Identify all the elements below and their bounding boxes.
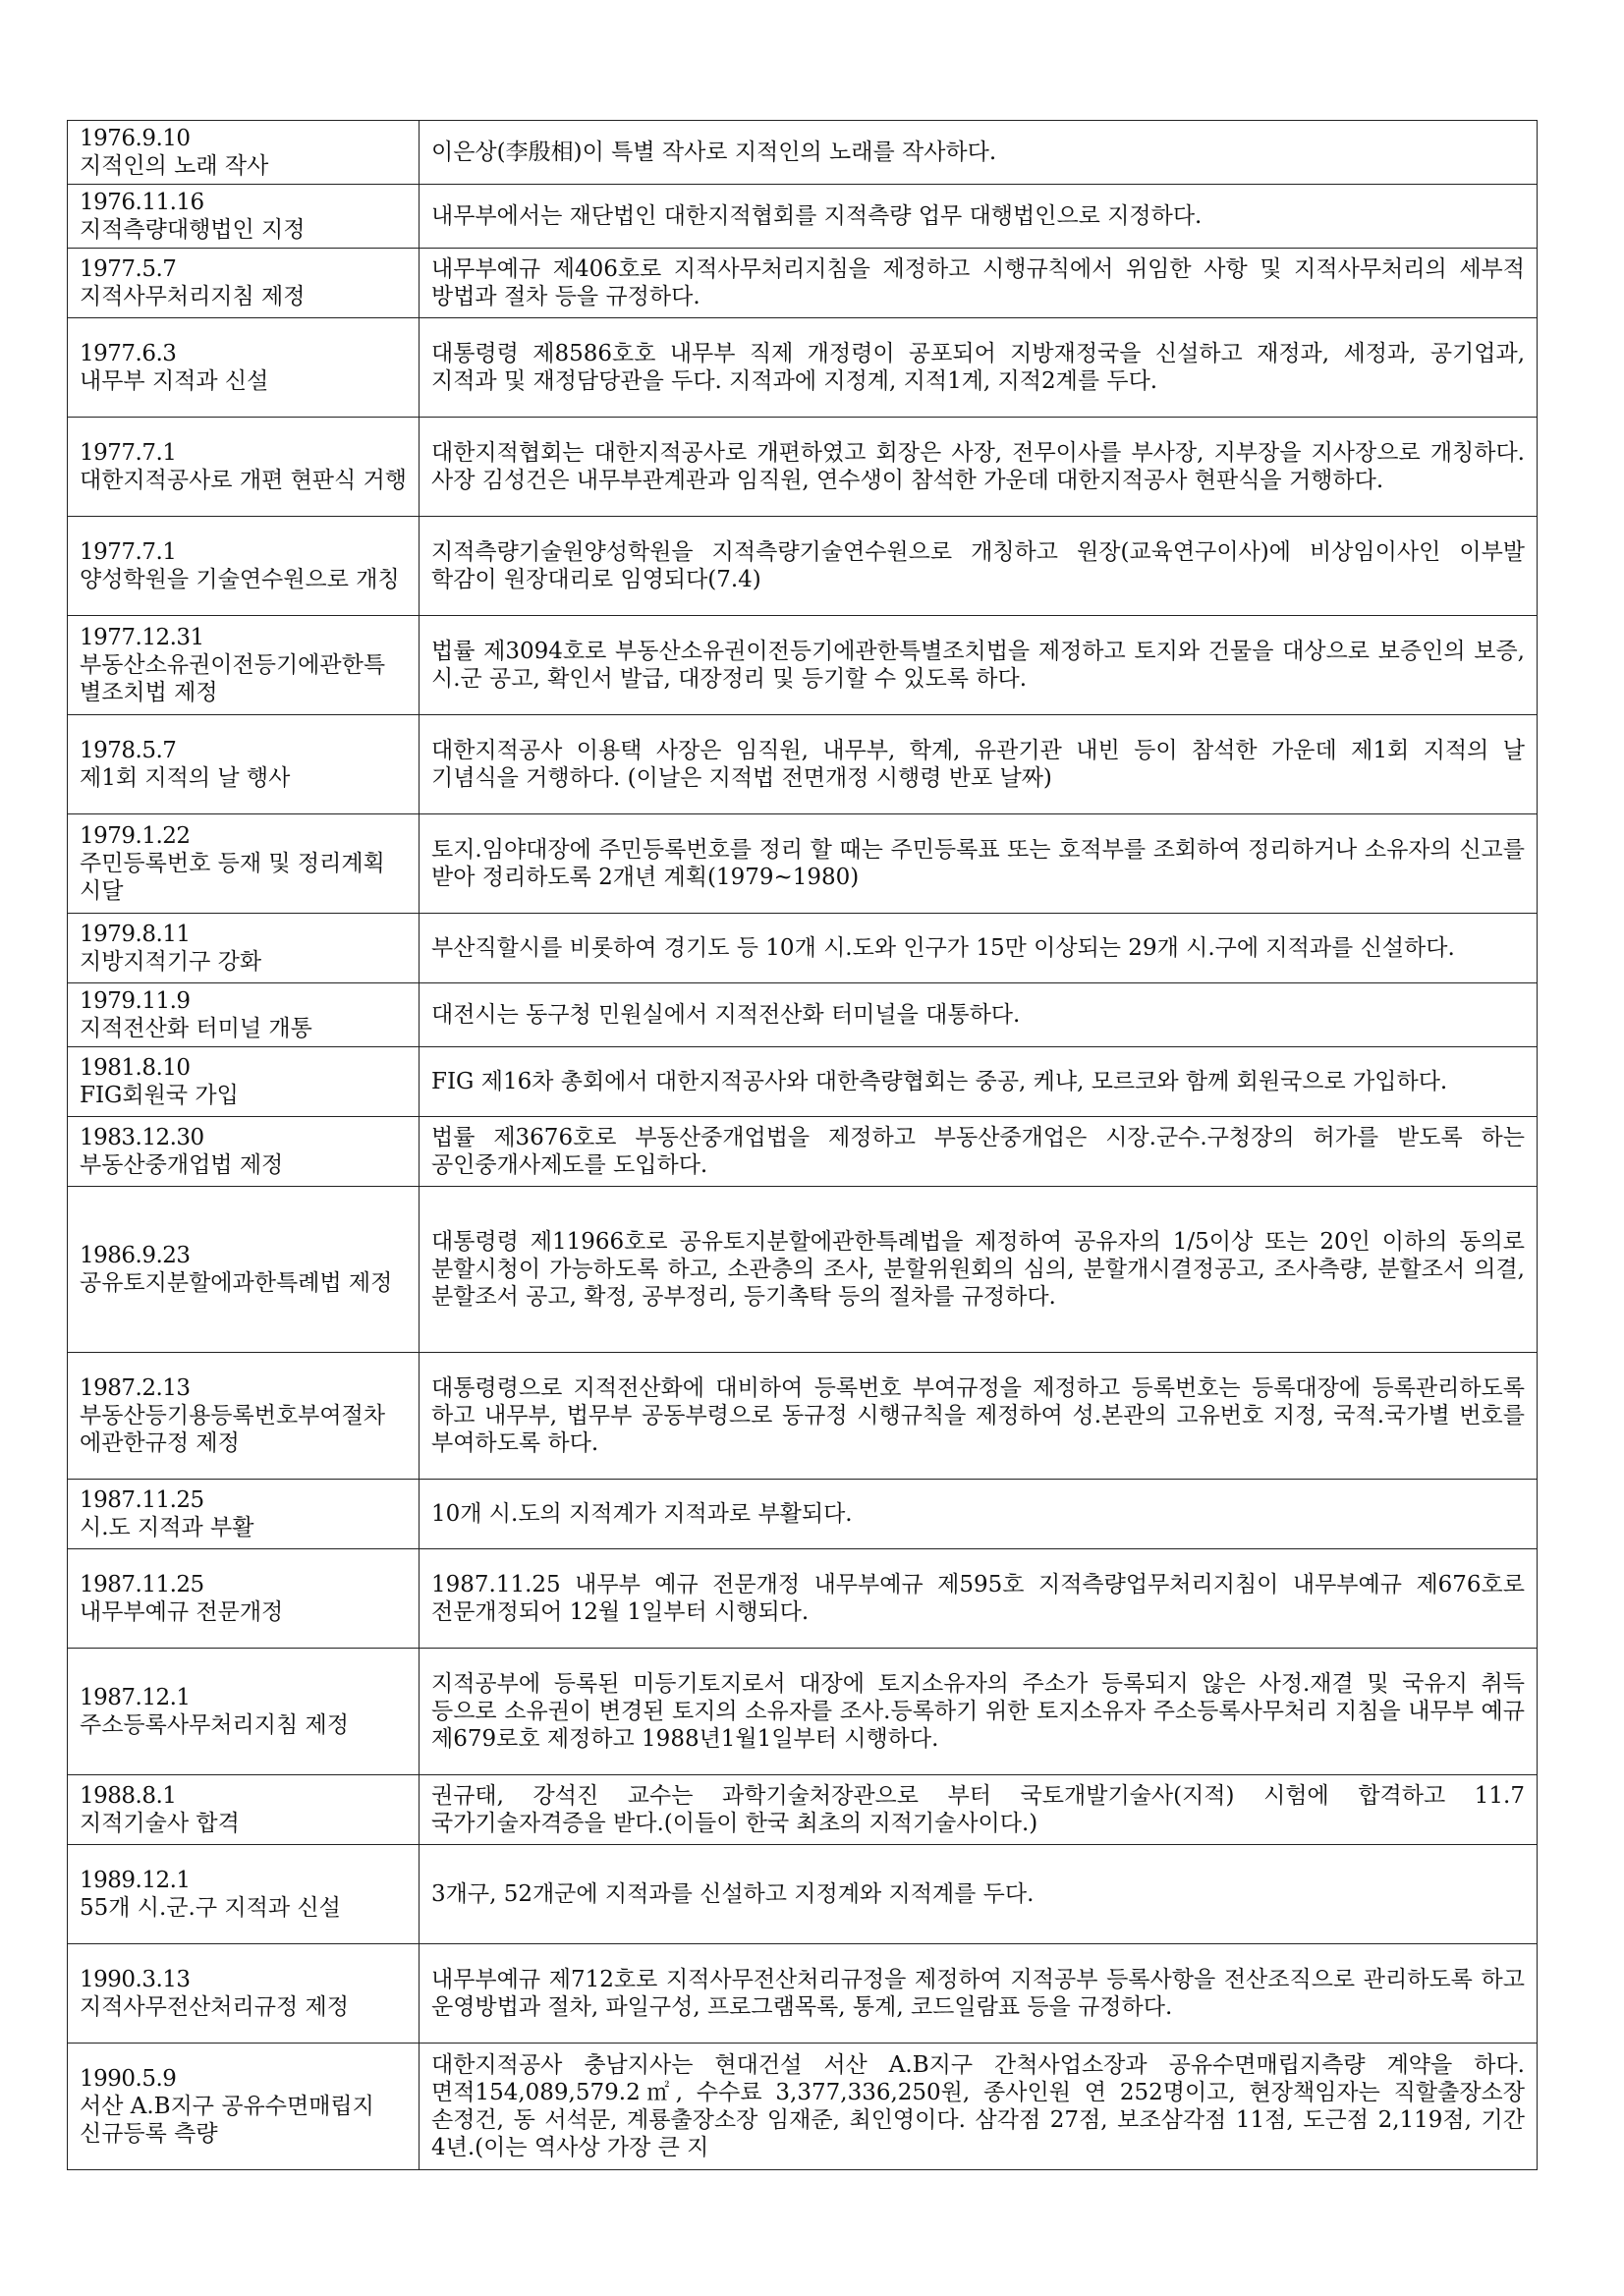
event-date: 1976.11.16 [80,190,204,215]
event-date: 1977.6.3 [80,341,177,366]
event-date: 1977.7.1 [80,440,177,466]
table-row [68,1549,1538,1649]
event-title: 부동산중개업법 제정 [80,1152,284,1178]
event-title: 시.도 지적과 부활 [80,1515,254,1540]
table-row [68,1775,1538,1845]
event-description: 내무부예규 제406호로 지적사무처리지침을 제정하고 시행규칙에서 위임한 사항 및 지적사무처리의 세부적 방법과 절차 등을 규정하다. [420,249,1538,318]
event-cell [68,1187,420,1353]
event-title: 지적사무처리지침 제정 [80,284,306,309]
event-description: 토지.임야대장에 주민등록번호를 정리 할 때는 주민등록표 또는 호적부를 조회하여 정리하거나 소유자의 신고를 받아 정리하도록 2개년 계획(1979~1980) [420,814,1538,914]
event-description: 대통령령으로 지적전산화에 대비하여 등록번호 부여규정을 제정하고 등록번호는 등록대장에 등록관리하도록 하고 내무부, 법무부 공동부령으로 동규정 시행규칙을 제정하여 성.본관의 고유번호 지정, 국적.국가별 번호를 부여하도록 하다. [420,1353,1538,1480]
table-row [68,715,1538,814]
event-description: 3개구, 52개군에 지적과를 신설하고 지정계와 지적계를 두다. [420,1845,1538,1944]
table-row [68,121,1538,185]
event-cell [68,1047,420,1117]
event-description: FIG 제16차 총회에서 대한지적공사와 대한측량협회는 중공, 케냐, 모르코와 함께 회원국으로 가입하다. [420,1047,1538,1117]
event-description: 법률 제3676호로 부동산중개업법을 제정하고 부동산중개업은 시장.군수.구청장의 허가를 받도록 하는 공인중개사제도를 도입하다. [420,1117,1538,1187]
table-row [68,983,1538,1047]
event-cell [68,517,420,616]
event-description: 지적측량기술원양성학원을 지적측량기술연수원으로 개칭하고 원장(교육연구이사)에 비상임이사인 이부발 학감이 원장대리로 임영되다(7.4) [420,517,1538,616]
event-date: 1990.3.13 [80,1967,191,1992]
event-title: 서산 A.B지구 공유수면매립지 신규등록 측량 [80,2094,374,2147]
event-cell [68,983,420,1047]
table-row [68,814,1538,914]
event-description: 법률 제3094호로 부동산소유권이전등기에관한특별조치법을 제정하고 토지와 건물을 대상으로 보증인의 보증, 시.군 공고, 확인서 발급, 대장정리 및 등기할 수 있도록 하다. [420,616,1538,715]
table-row [68,318,1538,418]
event-title: 지적측량대행법인 지정 [80,217,306,243]
table-row [68,249,1538,318]
event-date: 1979.11.9 [80,988,191,1014]
event-cell [68,1353,420,1480]
event-description: 이은상(李殷相)이 특별 작사로 지적인의 노래를 작사하다. [420,121,1538,185]
event-date: 1981.8.10 [80,1055,191,1081]
event-title: 주민등록번호 등재 및 정리계획 시달 [80,851,385,904]
event-title: 내무부 지적과 신설 [80,368,269,394]
document-page [67,120,1537,2170]
table-row [68,1117,1538,1187]
table-row [68,1353,1538,1480]
event-date: 1986.9.23 [80,1243,191,1268]
event-title: 지적인의 노래 작사 [80,153,269,179]
event-cell [68,1117,420,1187]
event-date: 1987.11.25 [80,1572,204,1597]
event-title: FIG회원국 가입 [80,1083,239,1108]
event-title: 주소등록사무처리지침 제정 [80,1712,349,1738]
event-date: 1977.12.31 [80,625,204,650]
event-title: 양성학원을 기술연수원으로 개칭 [80,567,400,592]
event-title: 공유토지분할에과한특례법 제정 [80,1270,393,1296]
event-cell [68,914,420,983]
event-date: 1983.12.30 [80,1125,204,1150]
event-cell [68,2044,420,2170]
event-date: 1989.12.1 [80,1868,191,1893]
event-cell [68,418,420,517]
event-date: 1987.2.13 [80,1375,191,1401]
event-title: 55개 시.군.구 지적과 신설 [80,1895,341,1921]
event-date: 1987.11.25 [80,1487,204,1513]
table-row [68,1649,1538,1775]
event-description: 10개 시.도의 지적계가 지적과로 부활되다. [420,1480,1538,1549]
event-date: 1988.8.1 [80,1783,177,1809]
event-description: 대전시는 동구청 민원실에서 지적전산화 터미널을 대통하다. [420,983,1538,1047]
event-date: 1990.5.9 [80,2066,177,2092]
event-cell [68,1549,420,1649]
event-date: 1977.7.1 [80,539,177,565]
event-description: 대통령령 제11966호로 공유토지분할에관한특례법을 제정하여 공유자의 1/5이상 또는 20인 이하의 동의로 분할시청이 가능하도록 하고, 소관층의 조사, 분할위원회의 심의, 분할개시결정공고, 조사측량, 분할조서 의결, 분할조서 공고, 확정, 공부정리, 등기촉탁 등의 절차를 규정하다. [420,1187,1538,1353]
event-cell [68,185,420,249]
event-description: 지적공부에 등록된 미등기토지로서 대장에 토지소유자의 주소가 등록되지 않은 사정.재결 및 국유지 취득 등으로 소유권이 변경된 토지의 소유자를 조사.등록하기 위한 토지소유자 주소등록사무처리 지침을 내무부 예규 제679로호 제정하고 1988년1월1일부터 시행하다. [420,1649,1538,1775]
table-row [68,418,1538,517]
event-description: 내무부예규 제712호로 지적사무전산처리규정을 제정하여 지적공부 등록사항을 전산조직으로 관리하도록 하고 운영방법과 절차, 파일구성, 프로그램목록, 통계, 코드일람표 등을 규정하다. [420,1944,1538,2044]
event-date: 1987.12.1 [80,1685,191,1710]
event-title: 부동산등기용등록번호부여절차에관한규정 제정 [80,1403,386,1456]
table-row [68,1845,1538,1944]
event-date: 1978.5.7 [80,738,177,763]
event-cell [68,1775,420,1845]
event-description: 대통령령 제8586호호 내무부 직제 개정령이 공포되어 지방재정국을 신설하고 재정과, 세정과, 공기업과, 지적과 및 재정담당관을 두다. 지적과에 지정계, 지적1계, 지적2계를 두다. [420,318,1538,418]
event-cell [68,1649,420,1775]
event-cell [68,1845,420,1944]
event-title: 대한지적공사로 개편 현판식 거행 [80,468,407,493]
table-row [68,517,1538,616]
event-cell [68,1944,420,2044]
event-cell [68,814,420,914]
table-row [68,185,1538,249]
event-description: 대한지적공사 이용택 사장은 임직원, 내무부, 학계, 유관기관 내빈 등이 참석한 가운데 제1회 지적의 날 기념식을 거행하다. (이날은 지적법 전면개정 시행령 반포 날짜) [420,715,1538,814]
table-row [68,914,1538,983]
event-title: 지적사무전산처리규정 제정 [80,1994,349,2020]
event-cell [68,249,420,318]
event-title: 지방지적기구 강화 [80,949,262,975]
event-description: 1987.11.25 내무부 예규 전문개정 내무부예규 제595호 지적측량업무처리지침이 내무부예규 제676호로 전문개정되어 12월 1일부터 시행되다. [420,1549,1538,1649]
event-cell [68,616,420,715]
event-description: 내무부에서는 재단법인 대한지적협회를 지적측량 업무 대행법인으로 지정하다. [420,185,1538,249]
table-row [68,1187,1538,1353]
event-date: 1977.5.7 [80,256,177,282]
event-description: 대한지적공사 충남지사는 현대건설 서산 A.B지구 간척사업소장과 공유수면매립지측량 계약을 하다. 면적154,089,579.2㎡, 수수료 3,377,336,250원, 종사인원 연 252명이고, 현장책임자는 직할출장소장 손정건, 동 서석문, 계룡출장소장 임재준, 최인영이다. 삼각점 27점, 보조삼각점 11점, 도근점 2,119점, 기간 4년.(이는 역사상 가장 큰 지 [420,2044,1538,2170]
event-title: 지적전산화 터미널 개통 [80,1016,312,1041]
event-cell [68,318,420,418]
history-table [67,120,1538,2170]
event-cell [68,1480,420,1549]
event-date: 1979.8.11 [80,922,191,947]
table-row [68,1047,1538,1117]
event-date: 1979.1.22 [80,823,191,849]
table-row [68,2044,1538,2170]
event-description: 대한지적협회는 대한지적공사로 개편하였고 회장은 사장, 전무이사를 부사장, 지부장을 지사장으로 개칭하다. 사장 김성건은 내무부관계관과 임직원, 연수생이 참석한 가운데 대한지적공사 현판식을 거행하다. [420,418,1538,517]
event-description: 권규태, 강석진 교수는 과학기술처장관으로 부터 국토개발기술사(지적) 시험에 합격하고 11.7 국가기술자격증을 받다.(이들이 한국 최초의 지적기술사이다.) [420,1775,1538,1845]
event-description: 부산직할시를 비롯하여 경기도 등 10개 시.도와 인구가 15만 이상되는 29개 시.구에 지적과를 신설하다. [420,914,1538,983]
event-date: 1976.9.10 [80,126,191,151]
table-row [68,1944,1538,2044]
event-cell [68,121,420,185]
event-cell [68,715,420,814]
event-title: 부동산소유권이전등기에관한특별조치법 제정 [80,652,386,705]
table-row [68,1480,1538,1549]
event-title: 내무부예규 전문개정 [80,1599,284,1625]
event-title: 지적기술사 합격 [80,1811,240,1836]
table-row [68,616,1538,715]
event-title: 제1회 지적의 날 행사 [80,765,291,791]
